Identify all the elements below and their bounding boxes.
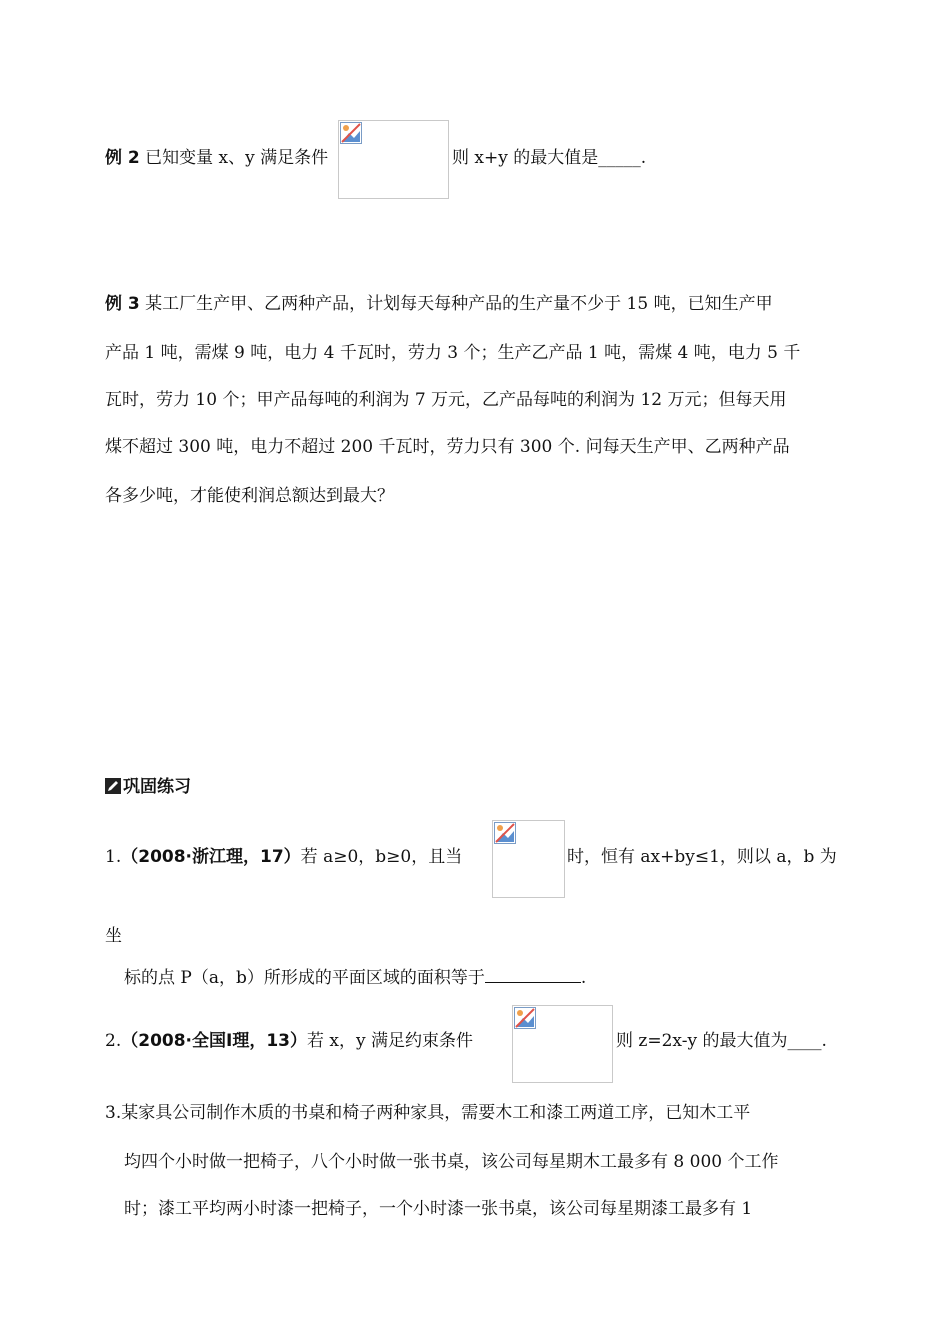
question-1-number: 1. bbox=[105, 847, 122, 867]
question-1-source: （2008·浙江理，17） bbox=[121, 847, 301, 867]
example-2-label: 例 2 bbox=[105, 148, 140, 168]
question-2-text-after: 则 z=2x-y 的最大值为____. bbox=[616, 1031, 827, 1051]
condition-image-placeholder bbox=[338, 120, 449, 199]
broken-image-icon bbox=[494, 822, 516, 844]
example-3-line-5: 各多少吨，才能使利润总额达到最大？ bbox=[105, 486, 394, 506]
constraint-image-placeholder bbox=[512, 1005, 613, 1083]
question-2-text-before: 若 x，y 满足约束条件 bbox=[307, 1031, 473, 1051]
question-1-line-2 bbox=[124, 966, 586, 990]
question-2 bbox=[105, 1029, 473, 1053]
question-2-number: 2. bbox=[105, 1031, 122, 1051]
question-1-text-before: 若 a≥0，b≥0，且当 bbox=[300, 847, 463, 867]
question-1-text-after: 时，恒有 ax+by≤1，则以 a，b 为 bbox=[567, 847, 837, 867]
question-1-continuation: 坐 bbox=[105, 926, 122, 946]
example-3-line-1 bbox=[105, 292, 773, 316]
example-2 bbox=[105, 146, 328, 170]
example-3-line-2: 产品 1 吨，需煤 9 吨，电力 4 千瓦时，劳力 3 个；生产乙产品 1 吨，需煤 4 吨，电力 5 千 bbox=[105, 343, 801, 363]
question-3-line-2: 均四个小时做一把椅子，八个小时做一张书桌，该公司每星期木工最多有 8 000 个工作 bbox=[124, 1152, 779, 1172]
broken-image-icon bbox=[340, 122, 362, 144]
question-3-line-3: 时；漆工平均两小时漆一把椅子，一个小时漆一张书桌，该公司每星期漆工最多有 1 bbox=[124, 1199, 753, 1219]
answer-blank bbox=[485, 966, 581, 983]
practice-heading bbox=[105, 775, 191, 799]
practice-heading-text: 巩固练习 bbox=[123, 777, 191, 797]
question-1-end: . bbox=[580, 968, 587, 988]
example-3-line-4: 煤不超过 300 吨，电力不超过 200 千瓦时，劳力只有 300 个. 问每天生产甲、乙两种产品 bbox=[105, 437, 790, 457]
example-3-line-3: 瓦时，劳力 10 个；甲产品每吨的利润为 7 万元，乙产品每吨的利润为 12 万元；但每天用 bbox=[105, 390, 787, 410]
question-3-line-1: 3.某家具公司制作木质的书桌和椅子两种家具，需要木工和漆工两道工序，已知木工平 bbox=[105, 1103, 751, 1123]
region-image-placeholder bbox=[492, 820, 565, 898]
broken-image-icon bbox=[514, 1007, 536, 1029]
question-2-source: （2008·全国Ⅰ理，13） bbox=[121, 1031, 307, 1051]
question-1 bbox=[105, 845, 462, 869]
pencil-icon bbox=[105, 778, 121, 794]
example-3-label: 例 3 bbox=[105, 294, 140, 314]
example-3-text: 某工厂生产甲、乙两种产品，计划每天每种产品的生产量不少于 15 吨，已知生产甲 bbox=[145, 294, 773, 314]
question-1-text-2: 标的点 P（a，b）所形成的平面区域的面积等于 bbox=[124, 968, 485, 988]
example-2-text-before: 已知变量 x、y 满足条件 bbox=[145, 148, 329, 168]
example-2-text-after: 则 x+y 的最大值是_____. bbox=[452, 148, 647, 168]
